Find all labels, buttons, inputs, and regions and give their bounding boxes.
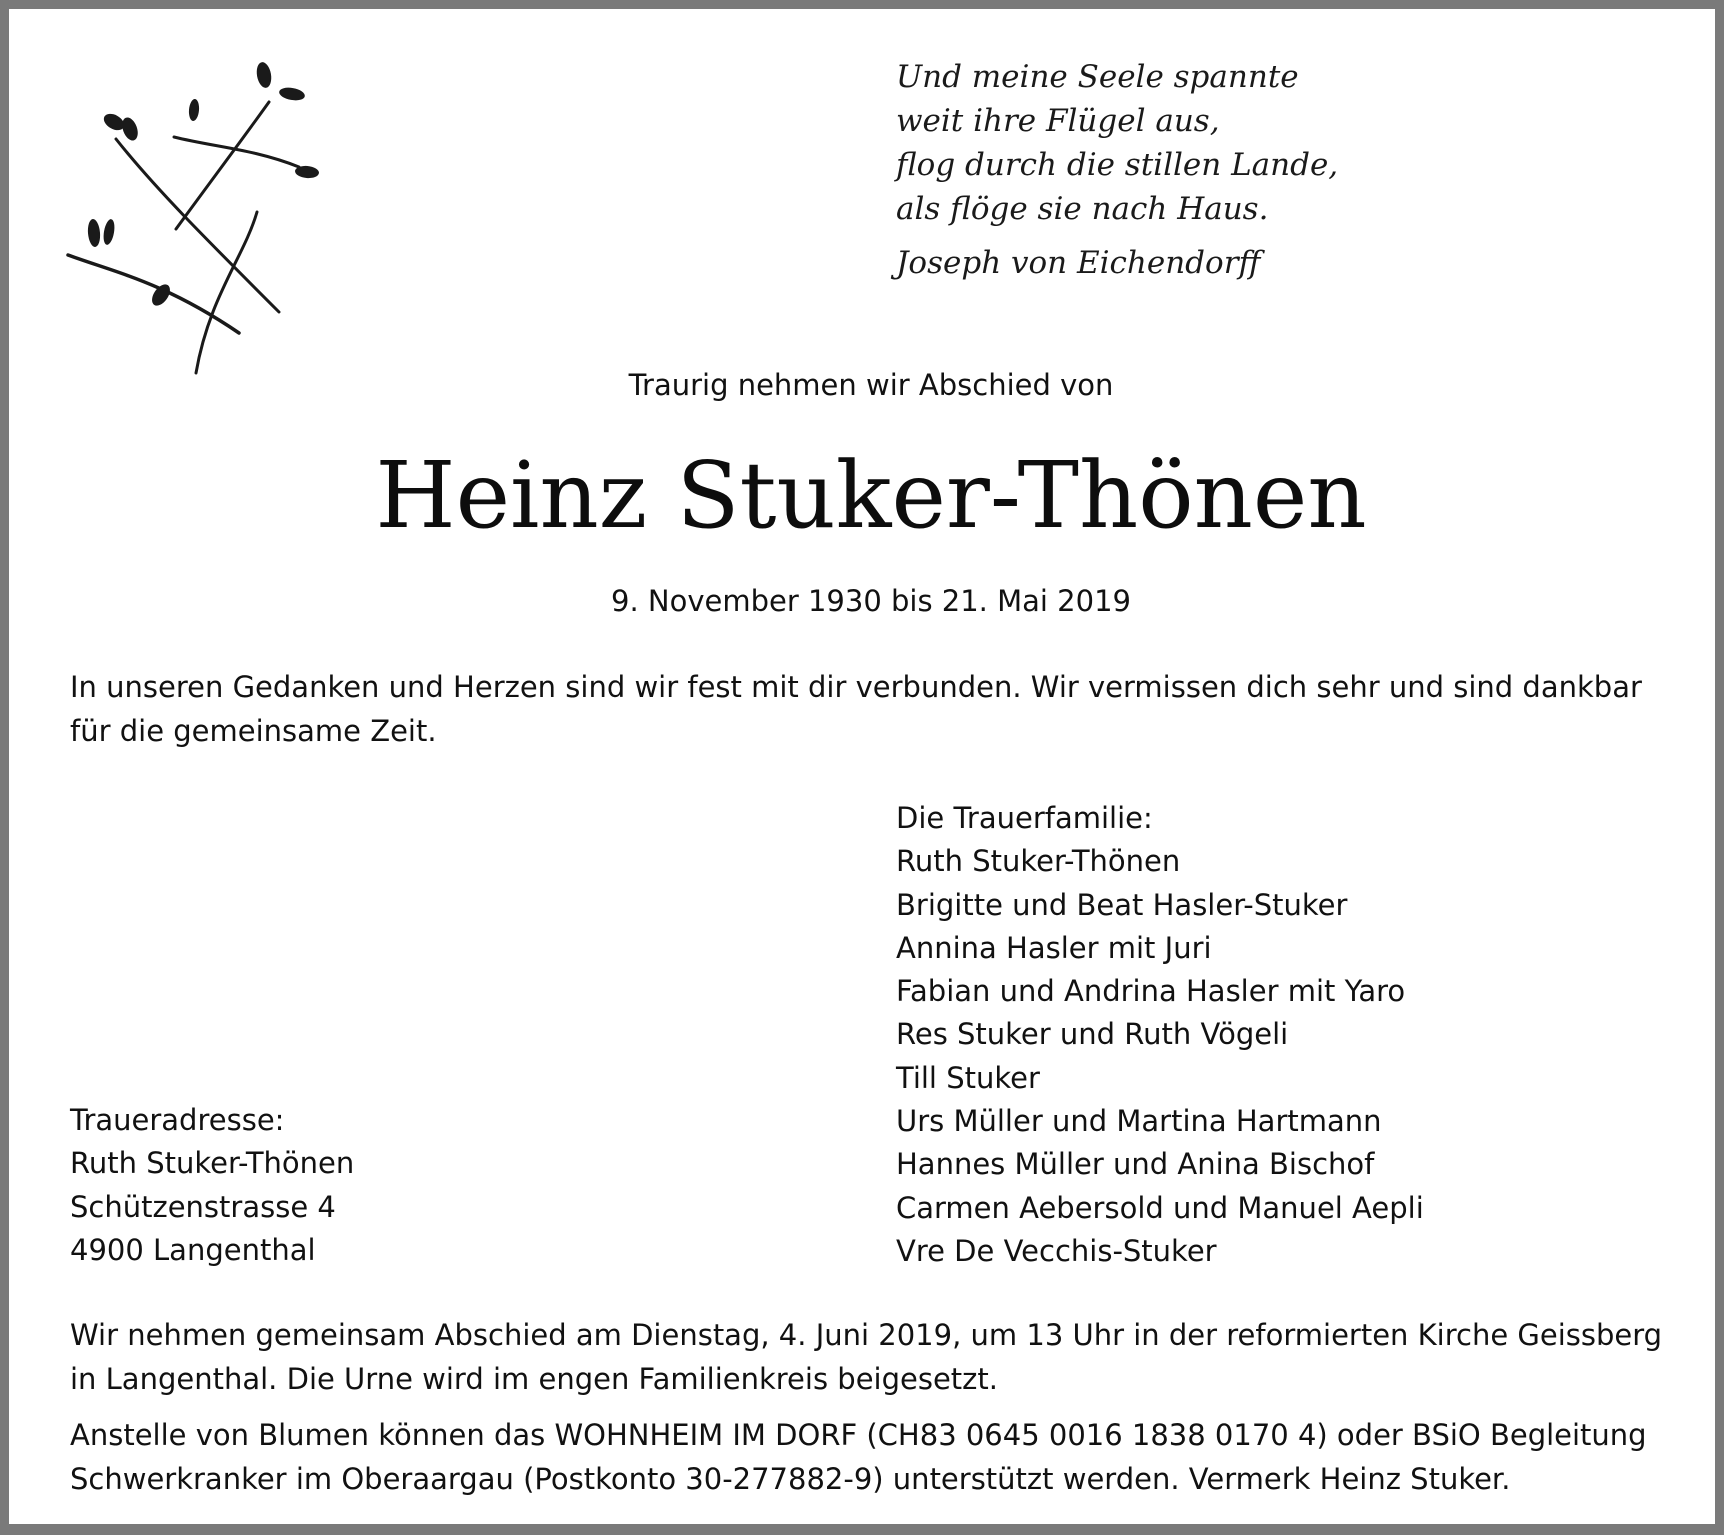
poem-line: als flöge sie nach Haus.: [896, 191, 1269, 227]
memorial-message: In unseren Gedanken und Herzen sind wir fest mit dir verbunden. Wir vermissen dich sehr und sind dankbar für die gemeinsame Zeit.: [70, 670, 1642, 748]
address-name: Ruth Stuker-Thönen: [70, 1146, 355, 1181]
deceased-name: Heinz Stuker-Thönen: [375, 442, 1367, 549]
family-member: Hannes Müller und Anina Bischof: [896, 1147, 1375, 1182]
family-heading: Die Trauerfamilie:: [896, 801, 1153, 835]
mourning-address: [70, 1099, 354, 1272]
address-street: Schützenstrasse 4: [70, 1189, 336, 1224]
family-member: Annina Hasler mit Juri: [896, 930, 1212, 965]
poem: [896, 55, 1338, 285]
address-city: 4900 Langenthal: [70, 1232, 316, 1267]
intro-text: Traurig nehmen wir Abschied von: [628, 368, 1114, 402]
ceremony-info: Wir nehmen gemeinsam Abschied am Dienstag, 4. Juni 2019, um 13 Uhr in der reformierten Kirche Geissberg in Langenthal. Die Urne wird im engen Familienkreis beigesetzt.: [70, 1318, 1663, 1396]
poem-line: Und meine Seele spannte: [896, 59, 1299, 95]
life-dates: 9. November 1930 bis 21. Mai 2019: [611, 584, 1131, 618]
family-member: Vre De Vecchis-Stuker: [896, 1233, 1217, 1268]
twig-with-leaves-icon: [64, 57, 344, 377]
family-member: Res Stuker und Ruth Vögeli: [896, 1017, 1289, 1052]
family-list: [896, 797, 1424, 1273]
poem-author: Joseph von Eichendorff: [896, 245, 1261, 281]
family-member: Ruth Stuker-Thönen: [896, 844, 1181, 879]
family-member: Brigitte und Beat Hasler-Stuker: [896, 887, 1348, 922]
poem-line: flog durch die stillen Lande,: [896, 147, 1339, 183]
address-heading: Traueradresse:: [70, 1103, 285, 1137]
family-member: Carmen Aebersold und Manuel Aepli: [896, 1190, 1424, 1225]
family-member: Urs Müller und Martina Hartmann: [896, 1104, 1382, 1139]
family-member: Fabian und Andrina Hasler mit Yaro: [896, 974, 1406, 1009]
poem-line: weit ihre Flügel aus,: [896, 103, 1220, 139]
family-member: Till Stuker: [896, 1060, 1040, 1095]
donation-info: Anstelle von Blumen können das WOHNHEIM IM DORF (CH83 0645 0016 1838 0170 4) oder BSiO Begleitung Schwerkranker im Oberaargau (Postkonto 30-277882-9) unterstützt werden. Vermerk Heinz Stuker.: [70, 1418, 1647, 1496]
